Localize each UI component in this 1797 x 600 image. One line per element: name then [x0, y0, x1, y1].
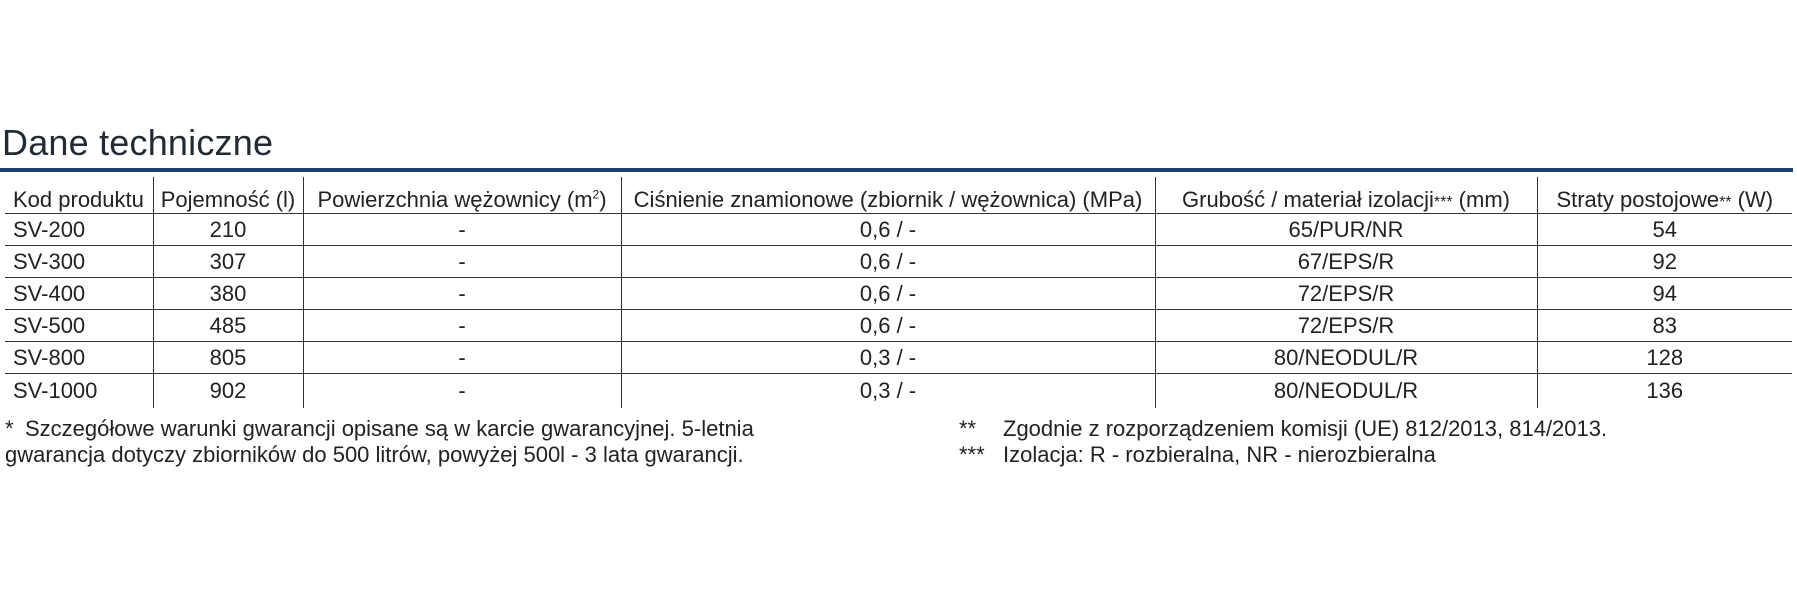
section-title: Dane techniczne	[2, 122, 274, 163]
technical-data-table	[5, 177, 1792, 408]
cell-code: SV-1000	[13, 378, 98, 403]
cell-insulation: 72/EPS/R	[1155, 278, 1537, 310]
cell-losses: 54	[1537, 214, 1792, 246]
cell-capacity: 210	[153, 214, 303, 246]
header-capacity: Pojemność (l)	[153, 177, 303, 214]
footnote-regulation: ** Zgodnie z rozporządzeniem komisji (UE) 812/2013, 814/2013.	[959, 416, 1608, 441]
header-pressure: Ciśnienie znamionowe (zbiornik / wężownica) (MPa)	[621, 177, 1155, 214]
cell-insulation: 72/EPS/R	[1155, 310, 1537, 342]
cell-coil-area: -	[303, 246, 621, 278]
cell-code: SV-300	[5, 246, 153, 278]
footnote-mark: **	[959, 416, 977, 441]
header-coil-area: Powierzchnia wężownicy $(m^2)$	[303, 177, 621, 214]
cell-losses: 136	[1537, 374, 1792, 409]
footnotes-right	[959, 416, 1759, 468]
cell-capacity: 805	[153, 342, 303, 374]
table-row	[5, 374, 1792, 409]
table-header-row	[5, 177, 1792, 214]
table-row	[5, 214, 1792, 246]
cell-coil-area: -	[303, 278, 621, 310]
cell-code: SV-200	[5, 214, 153, 246]
cell-losses: 128	[1537, 342, 1792, 374]
footnote-warranty-line-1: * Szczegółowe warunki gwarancji opisane są w karcie gwarancyjnej. 5-letnia	[5, 416, 754, 441]
table-row	[5, 342, 1792, 374]
cell-insulation: 65/PUR/NR	[1155, 214, 1537, 246]
cell-coil-area: -	[303, 374, 621, 409]
cell-code: SV-400	[5, 278, 153, 310]
header-standby-losses: Straty postojowe** (W)	[1537, 177, 1792, 214]
cell-losses: 83	[1537, 310, 1792, 342]
header-product-code: Kod produktu	[5, 177, 153, 214]
cell-losses: 94	[1537, 278, 1792, 310]
footnote-mark: *	[5, 416, 14, 441]
cell-pressure: 0,6 / -	[621, 214, 1155, 246]
cell-insulation: 80/NEODUL/R	[1155, 374, 1537, 409]
cell-pressure: 0,6 / -	[621, 310, 1155, 342]
cell-capacity: 380	[153, 278, 303, 310]
table-row	[5, 310, 1792, 342]
cell-coil-area: -	[303, 310, 621, 342]
cell-insulation: 67/EPS/R	[1155, 246, 1537, 278]
cell-coil-area: -	[303, 342, 621, 374]
cell-coil-area: -	[303, 214, 621, 246]
cell-pressure: 0,6 / -	[621, 278, 1155, 310]
cell-pressure: 0,3 / -	[621, 374, 1155, 409]
cell-capacity: 307	[153, 246, 303, 278]
cell-losses: 92	[1537, 246, 1792, 278]
table-row	[5, 278, 1792, 310]
footnote-warranty	[5, 416, 905, 468]
cell-capacity: 902	[153, 374, 303, 409]
cell-capacity: 485	[153, 310, 303, 342]
table-row	[5, 246, 1792, 278]
footnote-mark: ***	[959, 442, 985, 467]
cell-code: SV-800	[5, 342, 153, 374]
cell-code: SV-500	[5, 310, 153, 342]
footnote-warranty-line-2: gwarancja dotyczy zbiorników do 500 litrów, powyżej 500l - 3 lata gwarancji.	[5, 442, 744, 467]
cell-pressure: 0,6 / -	[621, 246, 1155, 278]
footnote-insulation: *** Izolacja: R - rozbieralna, NR - nierozbieralna	[959, 442, 1436, 467]
header-insulation: Grubość / materiał izolacji*** (mm)	[1155, 177, 1537, 214]
cell-insulation: 80/NEODUL/R	[1155, 342, 1537, 374]
cell-pressure: 0,3 / -	[621, 342, 1155, 374]
title-divider	[0, 168, 1793, 172]
